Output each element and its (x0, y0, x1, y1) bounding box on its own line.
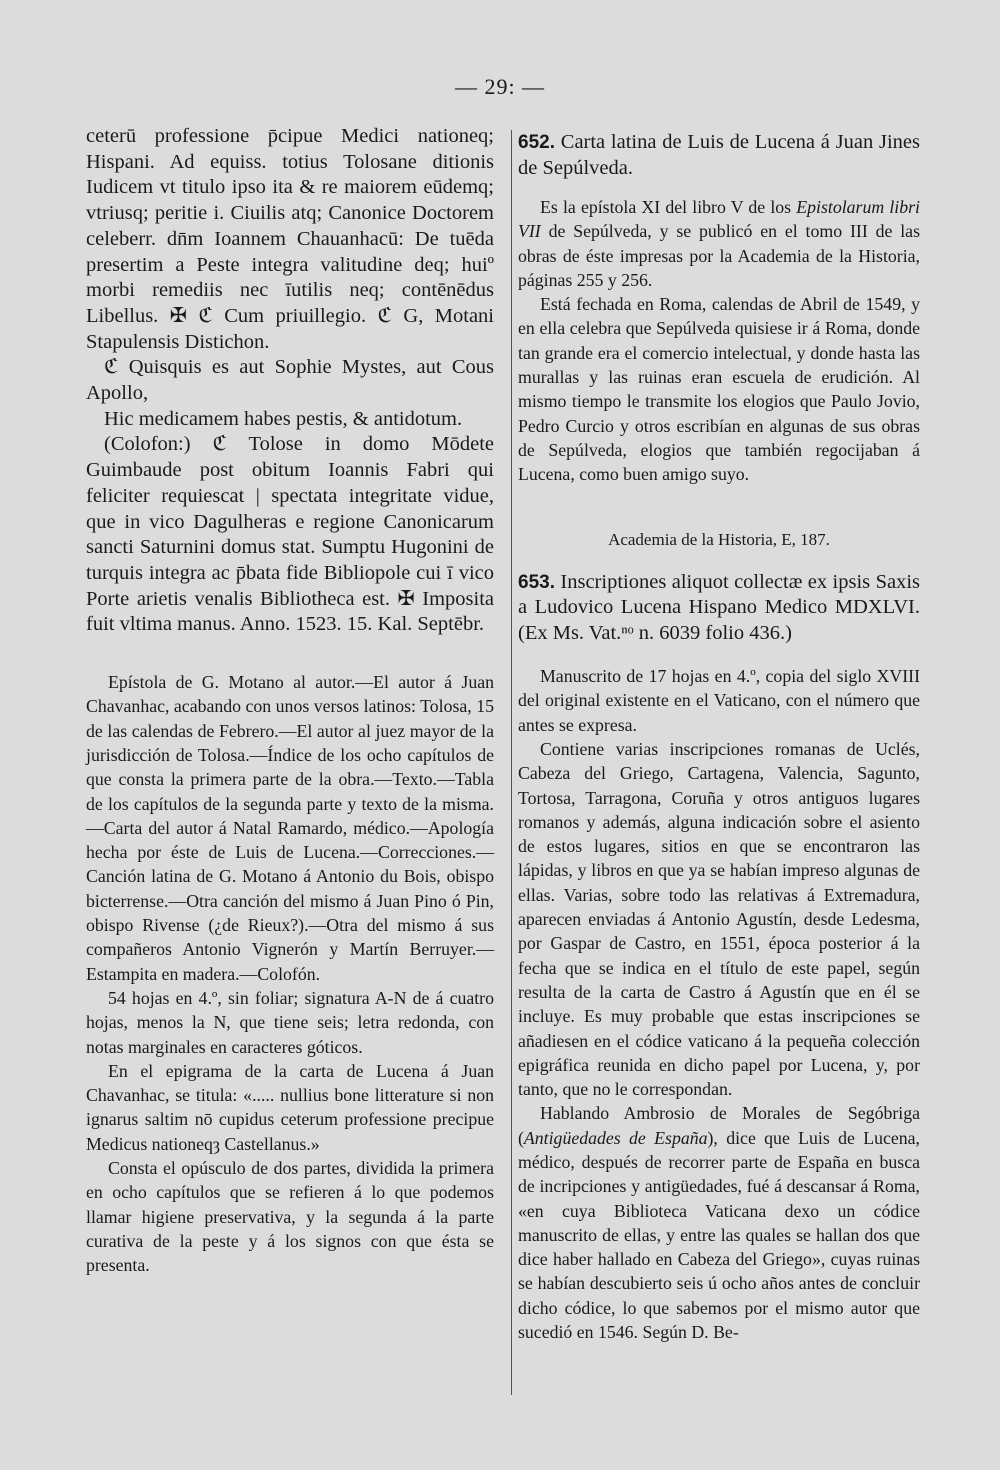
entry-653-body (518, 664, 920, 1344)
entry-653-paragraph-3: Hablando Ambrosio de Morales de Segóbriga (Antigüedades de España), dice que Luis de Lucena, médico, después de recorrer parte de España en busca de incripciones y antigüedades, fué á descansar á Roma, «en cuya Biblioteca Vaticana dexo un códice manuscrito de ellas, y entre las quales se hallan dos que dice haber hallado en Cabeza del Griego», cuyas ruinas se habían descubierto seis ú ocho años antes de concluir dicho códice, lo que sabemos por el mismo autor que sucedió en 1546. Según D. Be- (518, 1103, 920, 1343)
entry-652-title: Carta latina de Luis de Lucena á Juan Jines de Sepúlveda. (518, 131, 920, 179)
entry-653-paragraph-1: Manuscrito de 17 hojas en 4.º, copia del siglo XVIII del original existente en el Vaticano, con el número que antes se expresa. (518, 666, 920, 735)
left-column (86, 124, 494, 1277)
entry-653-heading (518, 570, 920, 647)
distichon-line-2: Hic medicamem habes pestis, & antidotum. (104, 407, 463, 430)
contents-note: Epístola de G. Motano al autor.—El autor á Juan Chavanhac, acabando con unos versos latinos: Tolosa, 15 de las calendas de Febrero.—El autor al juez mayor de la jurisdicción de Tolosa.—Índice de los ocho capítulos de que consta la primera parte de la obra.—Texto.—Tabla de los capítulos de la segunda parte y texto de la misma.—Carta del autor á Natal Ramardo, médico.—Apología hecha por éste de Luis de Lucena.—Correcciones.—Canción latina de G. Motano á Antonio du Bois, obispo bicterrense.—Otra canción del mismo á Juan Pino ó Pin, obispo Rivense (¿de Rieux?).—Otra del mismo á sus compañeros Antonio Vignerón y Martín Berruyer.—Estampita en madera.—Colofón. (86, 672, 494, 984)
entry-652-paragraph-2: Está fechada en Roma, calendas de Abril de 1549, y en ella celebra que Sepúlveda quisiese ir á Roma, donde tan grande era el comercio intelectual, y donde hasta las murallas y las ruinas eran escuela de erudición. Al mismo tiempo le transmite los elogios que Paulo Jovio, Pedro Curcio y otros escribían en algunas de sus obras de Sepúlveda, elogios que también regocijaban á Lucena, como buen amigo suyo. (518, 294, 920, 485)
entry-652-body (518, 195, 920, 487)
entry-652-paragraph-1: Es la epístola XI del libro V de los Epistolarum libri VII de Sepúlveda, y se publicó en el tomo III de las obras de éste impresas por la Academia de la Historia, páginas 255 y 256. (518, 197, 920, 290)
entry-653-paragraph-2: Contiene varias inscripciones romanas de Uclés, Cabeza del Griego, Cartagena, Valencia, Sagunto, Tortosa, Tarragona, Coruña y otros antiguos lugares romanos y además, alguna indicación sobre el asiento de estos lugares, sitios en que se encontraron las lápidas, y libros en que ya se habían impreso algunas de ellas. Varias, sobre todo las relativas á Extremadura, aparecen enviadas á Antonio Agustín, desde Ledesma, por Gaspar de Castro, en 1551, época posterior á la fecha que se indica en el título de este papel, según resulta de la carta de Castro á Agustín que en él se incluye. Es muy probable que estas inscripciones se añadiesen en el códice vaticano á la pequeña colección epigráfica reunida en dicho papel por Lucena, y, por tanto, que no le correspondan. (518, 738, 920, 1100)
latin-title-transcription (86, 124, 494, 638)
structure-note: Consta el opúsculo de dos partes, dividida la primera en ocho capítulos que se refieren á lo que podemos llamar higiene preservativa, y la segunda á la parte curativa de la peste y á los signos con que ésta se presenta. (86, 1158, 494, 1276)
colophon: (Colofon:) ℭ Tolose in domo Mōdete Guimbaude post obitum Ioannis Fabri qui feliciter requiescat | spectata integritate vidue, que in vico Dagulheras e regione Canonicarum sancti Saturnini domus stat. Sumptu Hugonini de turquis integra ac p̄bata fide Bibliopole cui ī vico Porte arietis venalis Bibliotheca est. ✠ Imposita fuit vltima manus. Anno. 1523. 15. Kal. Septēbr. (86, 433, 494, 636)
entry-653-number: 653. (518, 571, 555, 593)
column-divider (511, 130, 512, 1395)
entry-653-title: Inscriptiones aliquot collectæ ex ipsis Saxis a Ludovico Lucena Hispano Medico MDXLVI. (Ex Ms. Vat.ⁿᵒ n. 6039 folio 436.) (518, 570, 920, 644)
bibliographic-notes (86, 670, 494, 1277)
physical-description: 54 hojas en 4.º, sin foliar; signatura A-N de á cuatro hojas, menos la N, que tiene seis; letra redonda, con notas marginales en caracteres góticos. (86, 987, 494, 1057)
entry-652-heading (518, 130, 920, 181)
right-column (518, 130, 920, 1344)
distichon-line-1: ℭ Quisquis es aut Sophie Mystes, aut Cous Apollo, (86, 356, 494, 405)
page-number: — 29: — (454, 74, 546, 99)
epigram-note: En el epigrama de la carta de Lucena á Juan Chavanhac, se titula: «..... nullius bone litterature si non ignarus saltim nō cupidus ceterum professione precipue Medicus nationeqȝ Castellanus.» (86, 1060, 494, 1154)
entry-652-source: Academia de la Historia, E, 187. (608, 529, 830, 549)
entry-652-number: 652. (518, 132, 555, 153)
latin-title: ceterū professione p̄cipue Medici nationeq; Hispani. Ad equiss. totius Tolosane ditionis Iudicem vt titulo ipso ita & re maiorem eūdemq; vtriusq; peritie i. Ciuilis atq; Canonice Doctorem celeberr. dn̄m Ioannem Chauanhacū: De tuēda presertim a Peste integra valitudine deq; huiº morbi remediis nec īutilis neq; contēnēdus Libellus. ✠ ℭ Cum priuillegio. ℭ G, Motani Stapulensis Distichon. (86, 125, 494, 353)
